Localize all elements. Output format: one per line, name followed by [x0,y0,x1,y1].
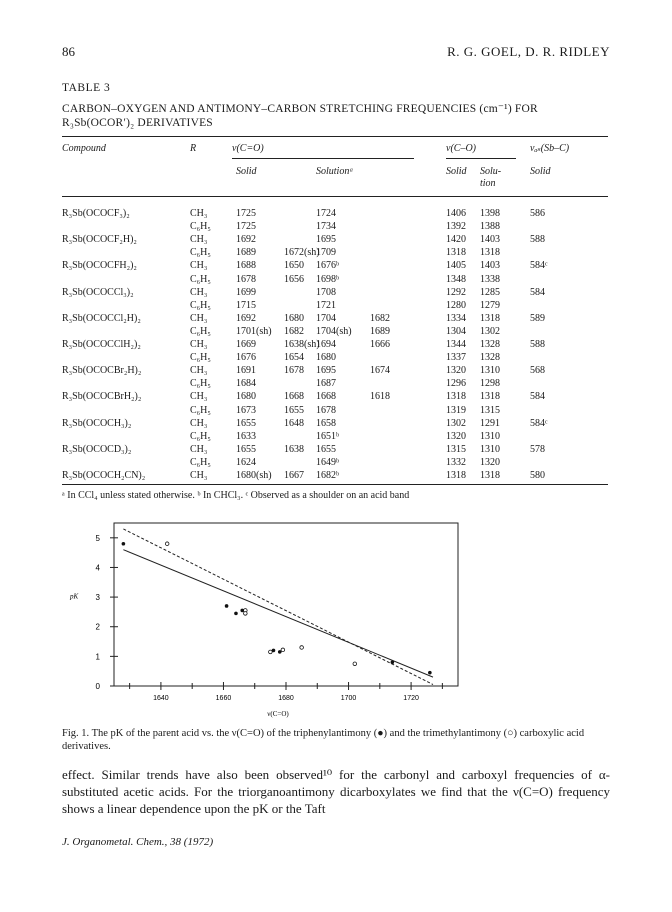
table-cell: 1692 [236,234,256,246]
point-triphenylantimony [234,612,238,616]
table-cell: 1280 [446,299,466,311]
table-cell: 1319 [446,404,466,416]
col-compound: Compound [62,143,106,154]
point-triphenylantimony [225,604,229,608]
table-cell: C₆H₅ [190,299,211,311]
table-cell: 1420 [446,234,466,246]
table-top-rule [62,136,608,137]
table-cell: 1320 [446,365,466,377]
y-tick-label: 1 [95,652,100,662]
table-cell: 1318 [480,470,500,481]
table-cell: 1673 [236,404,256,416]
table-cell: 1680 [236,391,256,403]
table-cell: 1667 [284,470,304,481]
point-trimethylantimony [281,648,285,652]
table-cell: 588 [530,234,545,246]
table-cell: 1328 [480,352,500,364]
table-cell: 1701(sh) [236,325,272,337]
table-cell-compound: R₃Sb(OCOCF₃)₂ [62,208,130,219]
table-cell: CH₃ [190,470,208,481]
table-cell: 1682 [370,312,390,324]
table-cell: 1405 [446,260,466,272]
table-cell: 1725 [236,221,256,233]
table-bottom-rule [62,484,608,485]
table-cell: 1302 [480,325,500,337]
table-cell: C₆H₅ [190,456,211,468]
col-nu-sbc: νₐₛ(Sb–C) [530,143,570,154]
table-cell: 1320 [480,456,500,468]
body-paragraph: effect. Similar trends have also been observed¹⁰ for the carbonyl and carboxyl frequencies of α-substituted acetic acids. For the triorganoantimony dicarboxylates we find that the ν(C=O) frequency shows a linear dependence upon the pK or the Taft [62,767,610,816]
col-nu-co-double: ν(C=O) [232,143,264,154]
table-cell: 1684 [236,378,256,390]
table-cell-compound: R₃Sb(OCOCBrH₂)₂ [62,391,142,403]
table-cell-compound: R₃Sb(OCOCH₂CN)₂ [62,470,146,481]
x-tick-label: 1660 [215,695,232,702]
table-cell: CH₃ [190,286,208,298]
table-cell: 1658 [316,417,336,429]
table-cell: 1695 [316,234,336,246]
pk-vs-frequency-chart [62,518,472,718]
table-cell: 1724 [316,208,336,219]
table-cell: 1678 [236,273,256,285]
y-tick-label: 2 [95,622,100,632]
col-nu-co-single: ν(C–O) [446,143,476,154]
table-cell-compound: R₃Sb(OCOCH₃)₂ [62,417,132,429]
table-cell: 1674 [370,365,390,377]
table-caption: CARBON–OXYGEN AND ANTIMONY–CARBON STRETCHING FREQUENCIES (cm⁻¹) FOR R₃Sb(OCOR′)₂ DERIVATIVES [62,103,538,129]
y-tick-label: 4 [95,563,100,573]
table-cell: 568 [530,365,545,377]
header-bottom-rule [62,196,608,197]
table-cell: 1298 [480,378,500,390]
table-cell: 1655 [316,443,336,455]
table-cell: CH₃ [190,312,208,324]
table-cell: 1689 [370,325,390,337]
table-cell: 1406 [446,208,466,219]
table-cell: 1709 [316,247,336,259]
x-tick-label: 1640 [153,695,169,702]
table-cell: 1682ᵇ [316,470,340,481]
table-label: TABLE 3 [62,82,111,94]
point-triphenylantimony [428,671,432,675]
x-axis-label: ν(C=O) [267,710,289,718]
table-cell: 1618 [370,391,390,403]
table-cell: 1638(sh) [284,339,320,350]
table-cell: 1648 [284,417,304,429]
table-cell: 580 [530,470,545,481]
table-cell: C₆H₅ [190,404,211,416]
table-cell: 1310 [480,430,500,442]
table-cell: CH₃ [190,365,208,377]
table-cell: 1337 [446,352,466,364]
table-cell: 1296 [446,378,466,390]
table-cell: 1285 [480,286,500,298]
x-tick-label: 1720 [403,695,419,702]
table-cell: 1668 [316,391,336,403]
table-cell: 1682 [284,325,304,337]
table-cell: 1695 [316,365,336,377]
table-cell: C₆H₅ [190,352,211,364]
subhead-rule-1 [232,158,414,159]
table-cell: CH₃ [190,234,208,246]
table-cell-compound: R₃Sb(OCOCD₃)₂ [62,443,132,455]
table-cell: CH₃ [190,208,208,219]
table-cell: 1672(sh) [284,247,320,259]
table-cell: C₆H₅ [190,325,211,337]
table-cell: 1338 [480,273,500,285]
journal-reference: J. Organometal. Chem., 38 (1972) [62,836,214,848]
table-cell: 1403 [480,234,500,246]
table-cell: 588 [530,339,545,350]
point-trimethylantimony [165,542,169,546]
table-cell: 584ᶜ [530,417,548,429]
table-cell: 1328 [480,339,500,350]
table-cell: 1680 [284,312,304,324]
table-cell: 584 [530,391,545,403]
table-cell: 1669 [236,339,256,350]
point-trimethylantimony [244,612,248,616]
table-cell: 1678 [316,404,336,416]
table-cell: C₆H₅ [190,430,211,442]
point-trimethylantimony [269,650,273,654]
col-solid: Solid [236,166,257,177]
table-cell-compound: R₃Sb(OCOCClH₂)₂ [62,339,141,350]
table-cell: 1651ᵇ [316,430,340,442]
table-cell: 1318 [446,247,466,259]
table-cell: 1655 [236,417,256,429]
table-cell: 1310 [480,443,500,455]
point-trimethylantimony [353,662,357,666]
table-cell: 1318 [480,247,500,259]
table-cell: CH₃ [190,443,208,455]
table-cell-compound: R₃Sb(OCOCFH₂)₂ [62,260,137,272]
table-cell: CH₃ [190,417,208,429]
table-cell: 1725 [236,208,256,219]
table-cell: 584ᶜ [530,260,548,272]
table-cell-compound: R₃Sb(OCOCCl₃)₂ [62,286,134,298]
table-cell: 1699 [236,286,256,298]
table-cell: 1666 [370,339,390,350]
table-cell: 1715 [236,299,256,311]
table-cell: 1676ᵇ [316,260,340,272]
table-cell: CH₃ [190,339,208,350]
table-cell: 1315 [446,443,466,455]
authors: R. G. GOEL, D. R. RIDLEY [447,44,610,59]
table-cell: C₆H₅ [190,273,211,285]
table-cell: 1698ᵇ [316,273,340,285]
dashed-fit-line [123,529,433,685]
table-cell: 1291 [480,417,500,429]
point-triphenylantimony [391,660,395,664]
x-tick-label: 1680 [278,695,294,702]
table-cell: 1649ᵇ [316,456,340,468]
solid-fit-line [123,550,433,677]
table-cell: 1318 [480,312,500,324]
y-tick-label: 3 [95,593,100,603]
table-cell: C₆H₅ [190,378,211,390]
table-cell: 1302 [446,417,466,429]
table-cell: 1678 [284,365,304,377]
table-cell: C₆H₅ [190,221,211,233]
table-cell: 1692 [236,312,256,324]
table-cell: 1279 [480,299,500,311]
table-cell: 1668 [284,391,304,403]
table-cell: 1654 [284,352,304,364]
table-cell-compound: R₃Sb(OCOCCl₂H)₂ [62,312,141,324]
table-cell: 589 [530,312,545,324]
table-cell: 1704(sh) [316,325,352,337]
col-solution-2: Solu- tion [480,166,502,189]
table-cell: 1638 [284,443,304,455]
subhead-rule-2 [446,158,516,159]
table-cell-compound: R₃Sb(OCOCF₂H)₂ [62,234,137,246]
col-solid-3: Solid [530,166,551,177]
col-solution: Solutionᵃ [316,166,354,177]
table-cell: 1292 [446,286,466,298]
page-number: 86 [62,44,75,59]
table-cell: 1332 [446,456,466,468]
table-cell: 1656 [284,273,304,285]
table-cell: 1694 [316,339,336,350]
table-cell: 1310 [480,365,500,377]
table-cell: 1315 [480,404,500,416]
table-cell: 1676 [236,352,256,364]
x-tick-label: 1700 [340,695,357,702]
table-cell: 1304 [446,325,466,337]
table-cell: 1650 [284,260,304,272]
plot-frame [114,523,458,686]
table-cell: CH₃ [190,391,208,403]
table-cell: 1680(sh) [236,470,272,481]
table-cell: 1655 [236,443,256,455]
table-cell: 1691 [236,365,256,377]
table-cell: 1318 [446,391,466,403]
table-cell: 1655 [284,404,304,416]
table-cell: 586 [530,208,545,219]
table-cell: CH₃ [190,260,208,272]
table-cell-compound: R₃Sb(OCOCBr₂H)₂ [62,365,142,377]
col-solid-2: Solid [446,166,467,177]
point-trimethylantimony [300,646,304,650]
table-cell: 1680 [316,352,336,364]
table-cell: 1689 [236,247,256,259]
table-cell: 1318 [446,470,466,481]
table-cell: 1624 [236,456,256,468]
table-cell: 584 [530,286,545,298]
table-cell: 1344 [446,339,466,350]
table-cell: C₆H₅ [190,247,211,259]
figure-caption: Fig. 1. The pK of the parent acid vs. the ν(C=O) of the triphenylantimony (●) and the trimethylantimony (○) carboxylic acid derivatives. [62,728,585,752]
table-cell: 1633 [236,430,256,442]
table-cell: 578 [530,443,545,455]
table-cell: 1318 [480,391,500,403]
table-cell: 1721 [316,299,336,311]
col-r: R [190,143,197,154]
table-cell: 1388 [480,221,500,233]
table-cell: 1334 [446,312,466,324]
table-cell: 1708 [316,286,336,298]
table-cell: 1734 [316,221,336,233]
y-axis-label: pK [70,592,79,601]
table-cell: 1392 [446,221,466,233]
table-cell: 1688 [236,260,256,272]
table-cell: 1348 [446,273,466,285]
table-cell: 1704 [316,312,336,324]
table-footnote: ᵃ In CCl₄ unless stated otherwise. ᵇ In CHCl₃. ᶜ Observed as a shoulder on an acid band [62,490,410,501]
table-cell: 1320 [446,430,466,442]
y-tick-label: 0 [95,682,100,691]
y-tick-label: 5 [95,533,100,543]
table-cell: 1687 [316,378,336,390]
point-triphenylantimony [122,542,126,546]
table-cell: 1403 [480,260,500,272]
table-cell: 1398 [480,208,500,219]
